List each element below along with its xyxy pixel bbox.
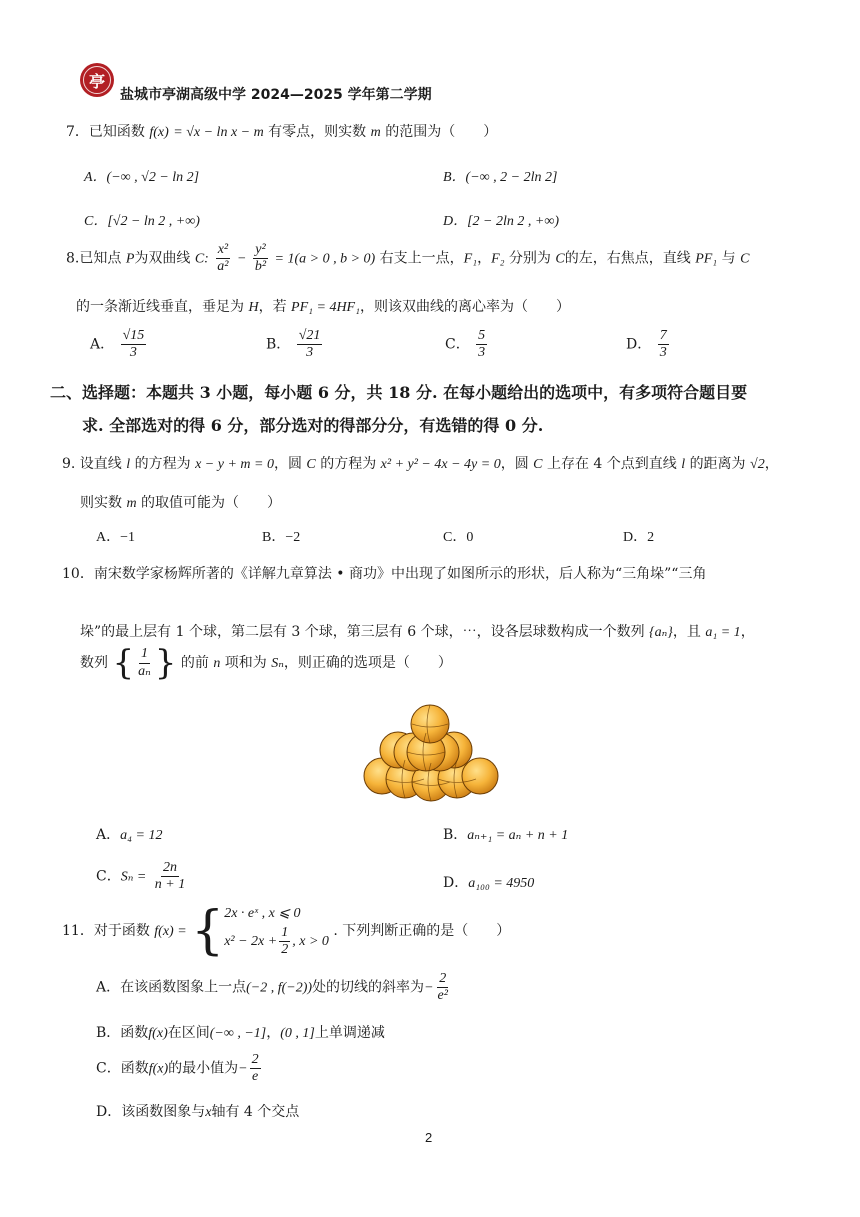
q9-circle-var: C xyxy=(533,457,543,472)
q8-text: 右支上一点， xyxy=(379,250,464,267)
q8-curve: C xyxy=(194,251,205,267)
option-function: f(x) xyxy=(148,1061,169,1077)
piece-2-part: , x > 0 xyxy=(292,934,329,950)
fraction-denominator: e xyxy=(252,1069,259,1085)
option-text: 轴有 4 个交点 xyxy=(211,1104,300,1120)
q9-text: 上存在 4 个点到直线 xyxy=(546,456,677,472)
q8-fraction-y xyxy=(253,242,268,275)
q8-foot: H xyxy=(248,300,259,315)
q7-number: 7． xyxy=(66,124,89,140)
q11-function: f(x) = xyxy=(154,923,187,939)
question-11 xyxy=(62,900,511,961)
option-axis: x xyxy=(205,1105,212,1120)
option-function: f(x) xyxy=(148,1026,168,1041)
q8-option-c xyxy=(445,328,489,361)
q8-b-fraction xyxy=(297,328,323,361)
option-label: C． xyxy=(96,868,121,885)
q10-text: ， xyxy=(740,624,755,640)
option-text: 的最小值为 xyxy=(168,1060,239,1077)
q10-text: ，且 xyxy=(672,624,701,640)
q11-c-fraction xyxy=(250,1052,261,1085)
q8-focus-1: F₁ xyxy=(463,251,478,267)
question-7 xyxy=(66,121,497,141)
piecewise-brace: { xyxy=(191,900,225,961)
question-9-line-1 xyxy=(62,453,779,473)
fraction-denominator: n + 1 xyxy=(154,877,186,893)
q8-curve: C xyxy=(740,251,750,267)
question-10-line-3 xyxy=(80,643,452,683)
q9-text: 的取值可能为（ ） xyxy=(141,495,282,511)
q8-text: 为双曲线 xyxy=(134,250,191,267)
fraction-denominator: 3 xyxy=(478,345,486,361)
option-label: A． xyxy=(96,827,121,843)
minus-sign: − xyxy=(236,251,247,267)
fraction-denominator: a² xyxy=(217,259,229,275)
q8-text: 分别为 xyxy=(508,250,551,267)
q10-text: 的前 xyxy=(180,655,209,671)
q10-option-d xyxy=(443,872,534,892)
q8-equation: PF₁ = 4HF₁ xyxy=(291,300,360,315)
q10-reciprocal xyxy=(136,646,153,679)
q10-text: 项和为 xyxy=(224,655,267,671)
q9-text: ， xyxy=(764,456,779,472)
q10-n: n xyxy=(213,656,221,671)
page-number: 2 xyxy=(425,1130,433,1145)
q11-option-c xyxy=(96,1052,263,1085)
q8-condition: = 1(a > 0 , b > 0) xyxy=(274,251,376,267)
q9-text: ，圆 xyxy=(273,456,302,472)
q8-text: ，若 xyxy=(258,299,287,315)
q7-variable: m xyxy=(370,125,381,140)
option-text: 上单调递减 xyxy=(314,1025,385,1041)
option-expression: aₙ₊₁ = aₙ + n + 1 xyxy=(467,828,569,843)
q8-c-fraction xyxy=(476,328,487,361)
option-label: A． xyxy=(90,336,115,353)
q10-sequence: {aₙ} xyxy=(649,625,673,640)
q10-text: 数列 xyxy=(80,655,108,671)
fraction-numerator: √15 xyxy=(121,328,147,345)
question-9-line-2 xyxy=(80,492,281,512)
q10-initial: a₁ = 1 xyxy=(705,625,741,640)
question-8-line-2 xyxy=(76,296,570,316)
q9-circle-var: C xyxy=(306,457,316,472)
q10-option-c xyxy=(96,860,189,893)
q7-expression: = √x − ln x − m xyxy=(173,125,264,140)
q11-option-a xyxy=(96,971,452,1004)
fraction-numerator: x² xyxy=(216,242,230,259)
q9-variable: m xyxy=(126,496,137,511)
q8-a-fraction xyxy=(121,328,147,361)
question-10-line-2 xyxy=(80,621,755,641)
q8-text: ，则该双曲线的离心率为（ ） xyxy=(359,299,570,315)
q8-option-a xyxy=(90,328,148,361)
q8-text: 的左，右焦点，直线 xyxy=(564,250,691,267)
fraction-numerator: 7 xyxy=(658,328,669,345)
q8-d-fraction xyxy=(658,328,669,361)
q9-distance: √2 xyxy=(750,457,765,472)
q8-option-d xyxy=(626,328,671,361)
q8-text: 8.已知点 xyxy=(66,250,122,267)
option-expression: Sₙ = xyxy=(120,869,147,885)
option-point: (−2 , f(−2)) xyxy=(246,980,313,996)
fraction-numerator: y² xyxy=(253,242,267,259)
q9-option-c: C．0 xyxy=(443,530,474,545)
fraction-numerator: 2 xyxy=(250,1052,261,1069)
q11-a-fraction xyxy=(436,971,450,1004)
option-text: D．该函数图象与 xyxy=(96,1104,206,1120)
q8-comma: ， xyxy=(477,250,492,267)
q8-point: P xyxy=(125,251,135,267)
piece-1: 2x · eˣ , x ⩽ 0 xyxy=(224,906,301,921)
q10-sum: Sₙ xyxy=(271,656,284,671)
fraction-denominator: 3 xyxy=(306,345,314,361)
fraction-denominator: 3 xyxy=(659,345,667,361)
ball-pyramid-figure xyxy=(360,700,500,810)
option-expression: a₄ = 12 xyxy=(120,828,163,843)
piece-2 xyxy=(224,925,329,958)
option-label: C． xyxy=(445,336,470,353)
section-2-instructions: 求. 全部选对的得 6 分，部分选对的得部分分，有选错的得 0 分. xyxy=(82,416,544,435)
q10-text: ，则正确的选项是（ ） xyxy=(283,655,452,671)
q7-text: 的范围为（ ） xyxy=(385,124,498,140)
brace-right: } xyxy=(154,643,177,683)
option-label: D． xyxy=(443,875,469,891)
q9-circle-equation: x² + y² − 4x − 4y = 0 xyxy=(380,457,501,472)
fraction-numerator: 2n xyxy=(161,860,179,877)
fraction-numerator: 5 xyxy=(476,328,487,345)
piece-2-part: x² − 2x + xyxy=(224,934,278,950)
option-text: A．在该函数图象上一点 xyxy=(96,979,247,996)
q9-text: 的方程为 xyxy=(320,456,377,472)
q11-text: . 下列判断正确的是（ ） xyxy=(333,922,511,939)
q8-fraction-x xyxy=(215,242,230,275)
q8-curve: C xyxy=(555,251,565,267)
section-2-heading: 二、选择题：本题共 3 小题，每小题 6 分，共 18 分. 在每小题给出的选项中，有多项符合题目要 xyxy=(50,383,748,402)
q11-piecewise xyxy=(224,903,329,959)
q11-option-d xyxy=(96,1101,299,1121)
option-text: 处的切线的斜率为 xyxy=(312,979,425,996)
q8-colon: : xyxy=(204,251,209,267)
option-label: B． xyxy=(443,827,468,843)
brace-left: { xyxy=(112,643,135,683)
fraction-denominator: b² xyxy=(254,259,267,275)
q9-line-var: l xyxy=(126,457,131,472)
q10-option-b xyxy=(443,824,568,844)
q9-option-a: A．−1 xyxy=(96,530,136,545)
q7-option-d: D．[2 − 2ln 2 , +∞) xyxy=(443,214,559,229)
q9-text: 的距离为 xyxy=(689,456,746,472)
q10-option-a xyxy=(96,824,162,844)
option-label: D． xyxy=(626,336,652,353)
fraction-numerator: 1 xyxy=(279,925,290,942)
q8-focus-2: F₂ xyxy=(491,251,505,267)
q9-text: ，圆 xyxy=(500,456,529,472)
option-interval: (−∞ , −1] xyxy=(209,1026,267,1041)
q8-text: 与 xyxy=(721,250,736,267)
option-text: B．函数 xyxy=(96,1025,149,1041)
q9-text: 则实数 xyxy=(80,495,122,511)
q9-option-d: D．2 xyxy=(623,530,655,545)
q9-option-b: B．−2 xyxy=(262,530,301,545)
option-expression: a₁₀₀ = 4950 xyxy=(468,876,535,891)
ball xyxy=(364,705,498,801)
school-logo: 亭 xyxy=(80,63,114,97)
q9-line-equation: x − y + m = 0 xyxy=(195,457,274,472)
q7-text: 有零点，则实数 xyxy=(268,124,367,140)
school-header: 盐城市亭湖高级中学 2024—2025 学年第二学期 xyxy=(120,87,432,103)
q10-c-fraction xyxy=(153,860,187,893)
q7-function: f(x) xyxy=(149,125,169,140)
q7-option-b: B．(−∞ , 2 − 2ln 2] xyxy=(443,170,558,185)
piece-2-fraction xyxy=(279,925,290,958)
minus-sign: − xyxy=(238,1061,248,1077)
option-text: C．函数 xyxy=(96,1060,149,1077)
fraction-denominator: 2 xyxy=(281,942,289,958)
minus-sign: − xyxy=(424,980,434,996)
q7-text: 已知函数 xyxy=(88,124,145,140)
fraction-denominator: 3 xyxy=(129,345,137,361)
q9-line-var: l xyxy=(681,457,686,472)
q11-text: 11．对于函数 xyxy=(62,922,150,939)
q9-text: 9. 设直线 xyxy=(62,456,122,472)
option-interval: (0 , 1] xyxy=(280,1026,315,1041)
fraction-numerator: 2 xyxy=(437,971,448,988)
fraction-numerator: 1 xyxy=(139,646,150,663)
question-10-line-1: 10．南宋数学家杨辉所著的《详解九章算法 • 商功》中出现了如图所示的形状，后人称为“三角垛”“三角 xyxy=(62,566,707,582)
q10-text: 垛”的最上层有 1 个球，第二层有 3 个球，第三层有 6 个球，⋯，设各层球数构成一个数列 xyxy=(80,624,645,640)
fraction-denominator: e² xyxy=(437,988,448,1004)
q7-option-a: A．(−∞ , √2 − ln 2] xyxy=(84,170,200,185)
q8-option-b xyxy=(266,328,324,361)
fraction-denominator: aₙ xyxy=(138,663,151,679)
fraction-numerator: √21 xyxy=(297,328,323,345)
q7-option-c: C．[√2 − ln 2 , +∞) xyxy=(84,214,200,229)
q11-option-b xyxy=(96,1022,385,1042)
question-8-line-1 xyxy=(66,242,749,275)
q9-text: 的方程为 xyxy=(134,456,191,472)
option-text: 在区间 xyxy=(167,1025,210,1041)
q8-text: 的一条渐近线垂直，垂足为 xyxy=(76,299,244,315)
option-label: B． xyxy=(266,336,291,353)
q8-line-pf1: PF₁ xyxy=(695,251,718,267)
option-text: ， xyxy=(266,1025,281,1041)
